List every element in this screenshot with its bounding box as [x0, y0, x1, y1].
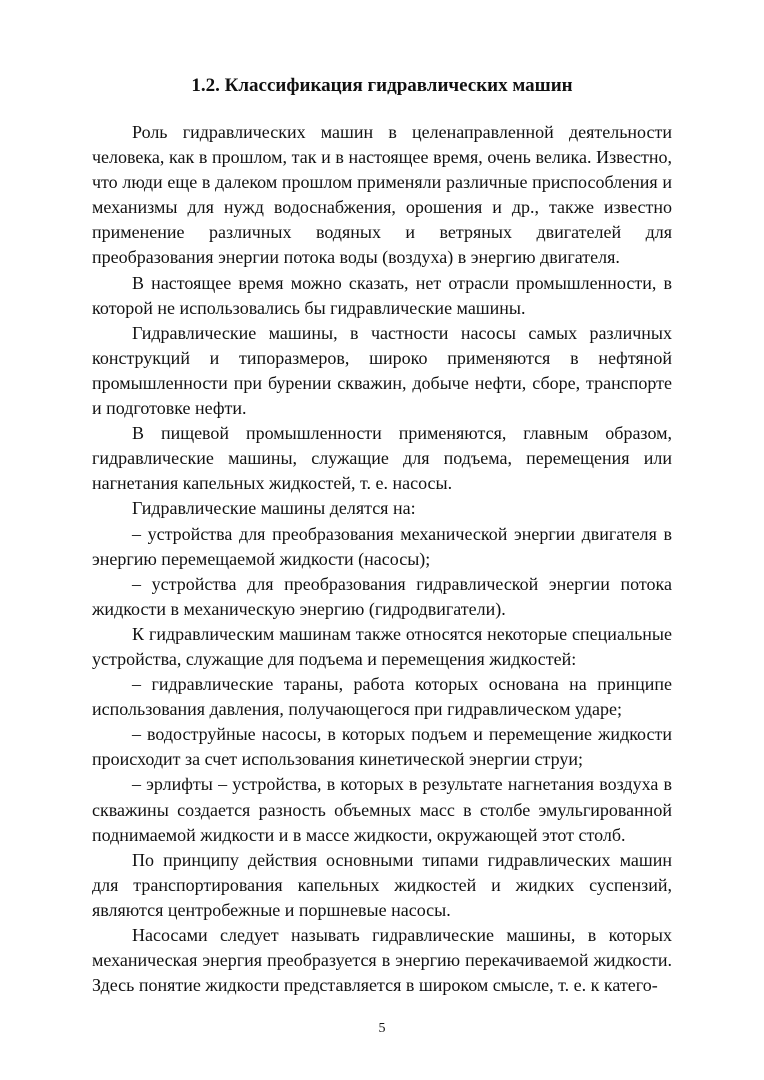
list-item: – устройства для преобразования механической энергии двигателя в энергию перемещаемой жидкости (насосы); — [92, 523, 672, 569]
list-item: – водоструйные насосы, в которых подъем и перемещение жидкости происходит за счет использования кинетической энергии струи; — [92, 724, 672, 770]
page-number: 5 — [378, 1021, 386, 1036]
paragraph: К гидравлическим машинам также относятся некоторые специальные устройства, служащие для подъема и перемещения жидкостей: — [92, 623, 672, 669]
paragraph: В настоящее время можно сказать, нет отрасли промышленности, в которой не использовались бы гидравлические машины. — [92, 272, 672, 318]
list-item: – устройства для преобразования гидравлической энергии потока жидкости в механическую энергию (гидродвигатели). — [92, 573, 672, 619]
paragraph: По принципу действия основными типами гидравлических машин для транспортирования капельных жидкостей и жидких суспензий, являются центробежные и поршневые насосы. — [92, 849, 672, 920]
paragraph: Насосами следует называть гидравлические машины, в которых механическая энергия преобразуется в энергию перекачиваемой жидкости. Здесь понятие жидкости представляется в широком смысле, т. е. к катего- — [92, 925, 672, 996]
list-item: – эрлифты – устройства, в которых в результате нагнетания воздуха в скважины создается разность объемных масс в столбе эмульгированной поднимаемой жидкости и в массе жидкости, окружающей этот столб. — [92, 774, 672, 845]
paragraph: В пищевой промышленности применяются, главным образом, гидравлические машины, служащие для подъема, перемещения или нагнетания капельных жидкостей, т. е. насосы. — [92, 423, 672, 494]
list-item: – гидравлические тараны, работа которых основана на принципе использования давления, получающегося при гидравлическом ударе; — [92, 674, 672, 720]
body-text — [92, 120, 672, 998]
paragraph: Гидравлические машины делятся на: — [132, 498, 416, 519]
section-heading: 1.2. Классификация гидравлических машин — [191, 75, 573, 96]
paragraph: Гидравлические машины, в частности насосы самых различных конструкций и типоразмеров, широко применяются в нефтяной промышленности при бурении скважин, добыче нефти, сборе, транспорте и подготовке нефти. — [92, 322, 672, 419]
paragraph: Роль гидравлических машин в целенаправленной деятельности человека, как в прошлом, так и в настоящее время, очень велика. Известно, что люди еще в далеком прошлом применяли различные приспособления и механизмы для нужд водоснабжения, орошения и др., также известно применение различных водяных и ветряных двигателей для преобразования энергии потока воды (воздуха) в энергию двигателя. — [92, 122, 672, 268]
